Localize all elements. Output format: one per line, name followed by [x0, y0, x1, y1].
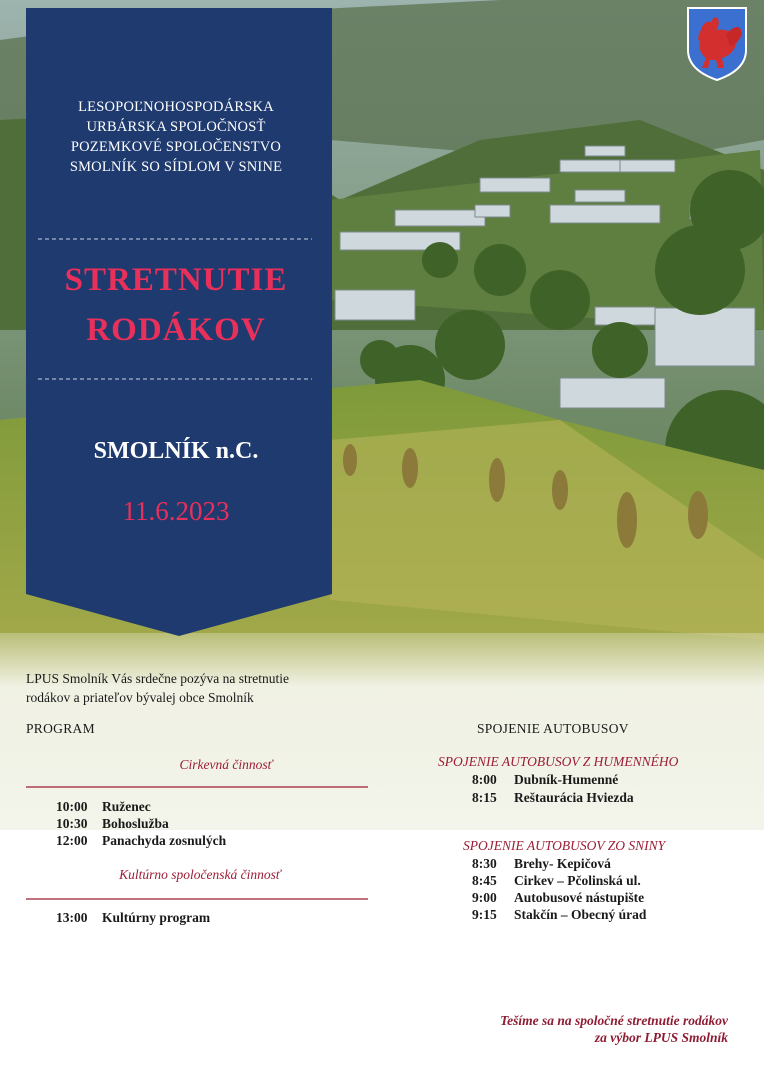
program-time: 13:00 [56, 910, 88, 925]
bus-stop: Cirkev – Pčolinská ul. [514, 873, 641, 888]
bus-stop: Autobusové nástupište [514, 890, 645, 905]
invitation-line: LPUS Smolník Vás srdečne pozýva na stretnutie [26, 671, 289, 686]
program-heading: PROGRAM [26, 721, 95, 736]
program-row [56, 833, 226, 849]
program-row [56, 910, 210, 926]
program-label: Bohoslužba [102, 816, 169, 831]
program-time: 10:30 [56, 816, 88, 831]
bus-time: 9:00 [472, 890, 497, 905]
bus-stop: Dubník-Humenné [514, 772, 619, 787]
bus-row [472, 907, 646, 923]
closing-signature: za výbor LPUS Smolník [594, 1030, 728, 1045]
invitation-line: rodákov a priateľov bývalej obce Smolník [26, 690, 254, 705]
closing-line: Tešíme sa na spoločné stretnutie rodákov [500, 1013, 728, 1028]
program-label: Ruženec [102, 799, 151, 814]
bus-time: 9:15 [472, 907, 497, 922]
bus-row [472, 890, 644, 906]
org-line: POZEMKOVÉ SPOLOČENSTVO [70, 139, 282, 155]
bus-row [472, 856, 611, 872]
bus-row [472, 772, 618, 788]
event-date: 11.6.2023 [122, 496, 230, 526]
bus-stop: Stakčín – Obecný úrad [514, 907, 647, 922]
program-time: 10:00 [56, 799, 88, 814]
program-time: 12:00 [56, 833, 88, 848]
bus-time: 8:45 [472, 873, 497, 888]
event-place: SMOLNÍK n.C. [93, 438, 259, 464]
cultural-activity-heading: Kultúrno spoločenská činnosť [119, 867, 281, 882]
bus-time: 8:00 [472, 772, 497, 787]
bus-row [472, 873, 641, 889]
org-line: LESOPOĽNOHOSPODÁRSKA [78, 99, 274, 115]
program-row [56, 816, 169, 832]
org-line: SMOLNÍK SO SÍDLOM V SNINE [69, 159, 283, 175]
program-label: Panachyda zosnulých [102, 833, 227, 848]
program-row [56, 799, 151, 815]
bus-snina-heading: SPOJENIE AUTOBUSOV ZO SNINY [463, 838, 666, 853]
program-label: Kultúrny program [102, 910, 211, 925]
bus-stop: Reštaurácia Hviezda [514, 790, 634, 805]
org-line: URBÁRSKA SPOLOČNOSŤ [86, 119, 266, 135]
bus-time: 8:30 [472, 856, 497, 871]
event-title-line2: RODÁKOV [86, 312, 266, 348]
invitation-text [26, 669, 426, 707]
bus-humenne-heading: SPOJENIE AUTOBUSOV Z HUMENNÉHO [438, 754, 679, 769]
organization-name [26, 97, 326, 177]
bus-row [472, 790, 634, 806]
event-title-line1: STRETNUTIE [64, 262, 288, 298]
bus-heading: SPOJENIE AUTOBUSOV [477, 721, 629, 736]
rooster-coat-of-arms-icon [688, 8, 746, 80]
bus-time: 8:15 [472, 790, 497, 805]
church-activity-heading: Cirkevná činnosť [179, 757, 273, 772]
bus-stop: Brehy- Kepičová [514, 856, 611, 871]
